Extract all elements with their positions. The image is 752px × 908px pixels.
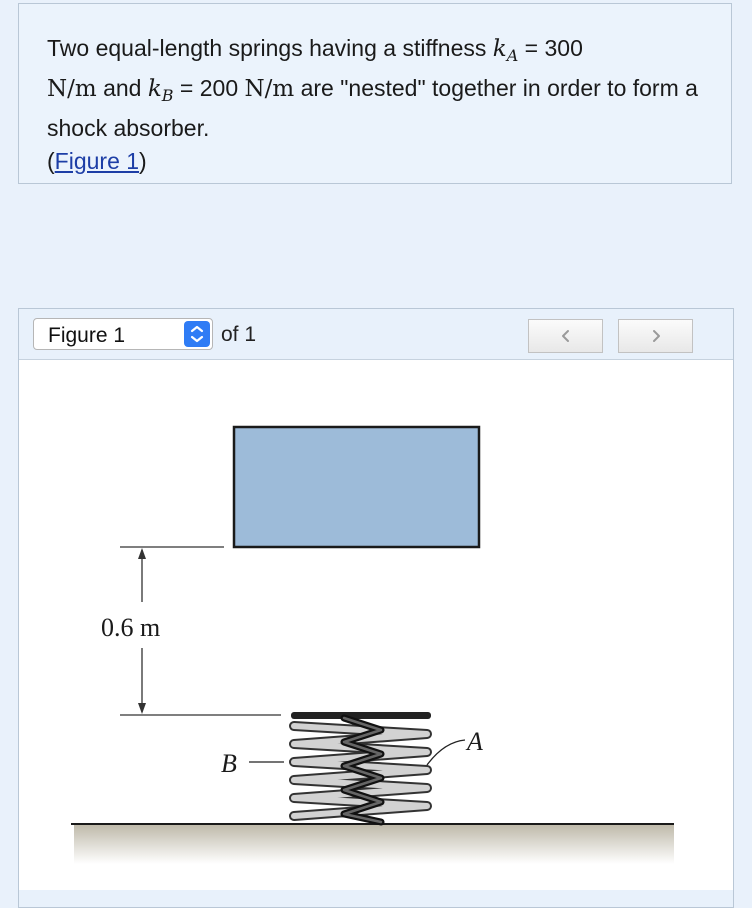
figure-canvas xyxy=(19,360,733,890)
label-a: A xyxy=(467,727,483,756)
problem-intro: Two equal-length springs having a stiffness xyxy=(47,35,493,61)
figure-toolbar xyxy=(19,309,733,360)
figure-select-value: Figure 1 xyxy=(48,324,126,347)
previous-figure-button[interactable] xyxy=(528,319,603,353)
problem-text xyxy=(47,32,717,178)
unit-n-2: N xyxy=(244,76,265,102)
k-b-subscript: B xyxy=(161,86,174,105)
k-a-subscript: A xyxy=(506,46,519,65)
figure-count-label: of 1 xyxy=(221,323,257,346)
figure-select[interactable] xyxy=(33,318,213,350)
falling-block xyxy=(234,427,479,547)
figure-1-link[interactable]: Figure 1 xyxy=(54,148,140,174)
chevron-right-icon xyxy=(649,329,663,343)
next-figure-button[interactable] xyxy=(618,319,693,353)
chevron-left-icon xyxy=(559,329,573,343)
unit-m-2: m xyxy=(272,76,295,102)
figure-link-close: ) xyxy=(139,148,147,174)
unit-m: m xyxy=(74,76,97,102)
unit-slash-2: / xyxy=(264,76,273,102)
k-b-symbol: k xyxy=(147,76,162,102)
problem-statement-box xyxy=(18,3,732,184)
figure-link-open: ( xyxy=(47,148,55,174)
unit-b xyxy=(245,76,295,102)
dimension-arrowhead-down xyxy=(138,703,146,714)
unit-a xyxy=(47,76,97,102)
label-b: B xyxy=(221,749,237,778)
stiffness-b xyxy=(147,76,174,105)
dimension-arrowhead-up xyxy=(138,548,146,559)
stiffness-b-value: = 200 xyxy=(173,75,245,101)
ground xyxy=(74,824,674,864)
dimension-label: 0.6 m xyxy=(101,613,161,642)
unit-slash: / xyxy=(67,76,75,102)
shock-absorber-figure xyxy=(19,360,733,890)
k-a-symbol: k xyxy=(492,36,507,62)
figure-panel xyxy=(18,308,734,908)
and-text: and xyxy=(96,75,148,101)
unit-n: N xyxy=(47,76,68,102)
chevron-up-down-icon xyxy=(184,321,210,347)
stiffness-a-value: = 300 xyxy=(518,35,583,61)
problem-tail: are "nested" together in order to form a shock absorber. xyxy=(47,75,698,141)
stiffness-a xyxy=(492,36,519,65)
label-a-leader xyxy=(427,740,465,765)
